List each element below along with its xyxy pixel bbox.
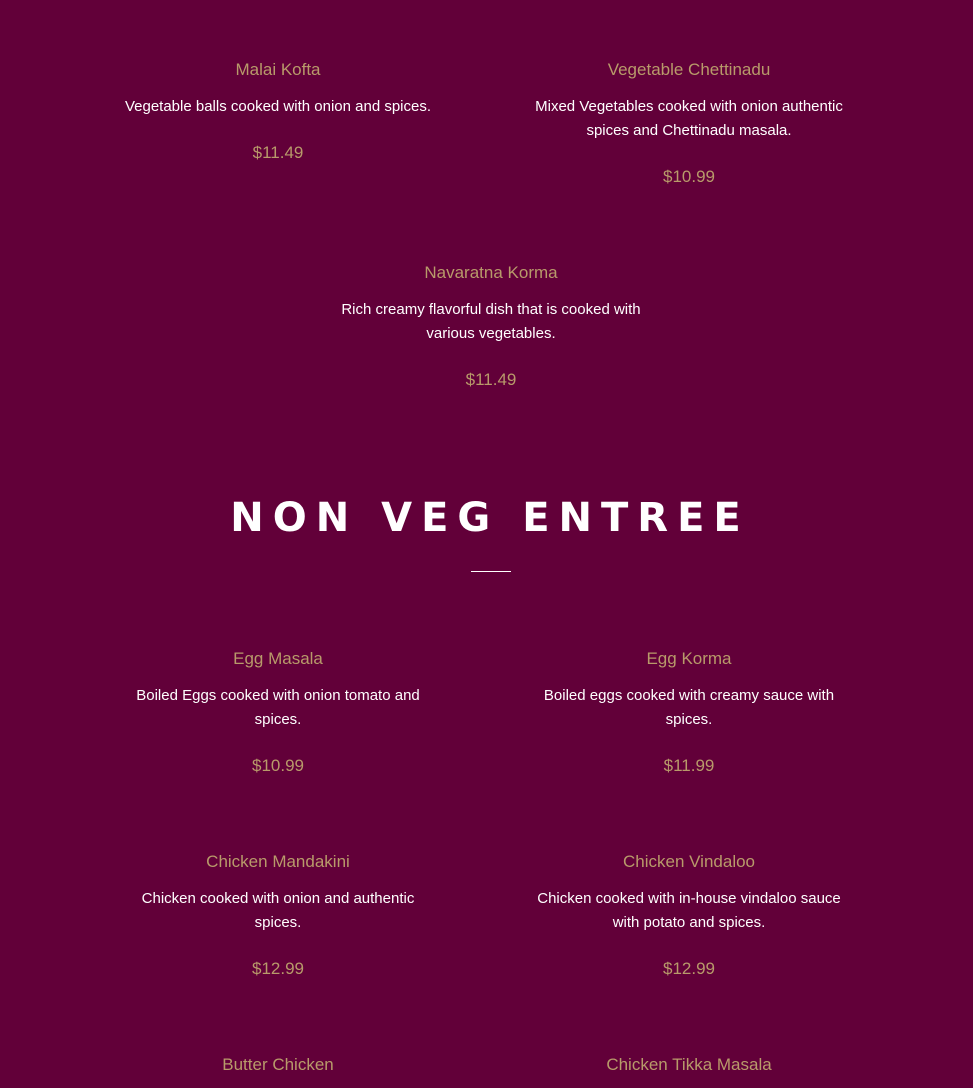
- item-description: Rich creamy flavorful dish that is cooked with various vegetables.: [341, 301, 641, 342]
- item-description: Boiled Eggs cooked with onion tomato and spices.: [136, 687, 420, 728]
- menu-item-butter-chicken: [118, 1055, 438, 1075]
- menu-item-egg-korma: [529, 649, 849, 776]
- menu-item-egg-masala: [118, 649, 438, 776]
- section-divider: [471, 571, 511, 572]
- item-name: Butter Chicken: [222, 1055, 334, 1074]
- item-price: $12.99: [252, 959, 304, 978]
- item-name: Chicken Mandakini: [206, 852, 350, 871]
- item-price: $10.99: [252, 756, 304, 775]
- menu-item-chicken-tikka-masala: [529, 1055, 849, 1075]
- item-name: Vegetable Chettinadu: [607, 60, 771, 79]
- item-description: Boiled eggs cooked with creamy sauce with spices.: [543, 687, 835, 728]
- item-price: $11.49: [465, 370, 517, 389]
- item-price: $11.49: [252, 143, 304, 162]
- item-description: Vegetable balls cooked with onion and spices.: [124, 98, 432, 115]
- item-name: Malai Kofta: [235, 60, 321, 79]
- item-price: $11.99: [663, 756, 715, 775]
- item-name: Navaratna Korma: [424, 263, 558, 282]
- menu-item-navaratna-korma: [331, 263, 651, 390]
- item-price: $12.99: [663, 959, 715, 978]
- item-description: Chicken cooked with in-house vindaloo sauce with potato and spices.: [537, 890, 841, 931]
- section-title-non-veg-entree: NON VEG ENTREE: [230, 495, 750, 541]
- menu-item-malai-kofta: [118, 60, 438, 163]
- item-name: Egg Korma: [646, 649, 732, 668]
- item-name: Egg Masala: [233, 649, 323, 668]
- item-description: Chicken cooked with onion and authentic spices.: [141, 890, 415, 931]
- menu-item-vegetable-chettinadu: [529, 60, 849, 187]
- item-description: Mixed Vegetables cooked with onion authentic spices and Chettinadu masala.: [535, 98, 843, 139]
- item-price: $10.99: [663, 167, 715, 186]
- menu-item-chicken-vindaloo: [529, 852, 849, 979]
- item-name: Chicken Vindaloo: [623, 852, 755, 871]
- menu-item-chicken-mandakini: [118, 852, 438, 979]
- item-name: Chicken Tikka Masala: [606, 1055, 772, 1074]
